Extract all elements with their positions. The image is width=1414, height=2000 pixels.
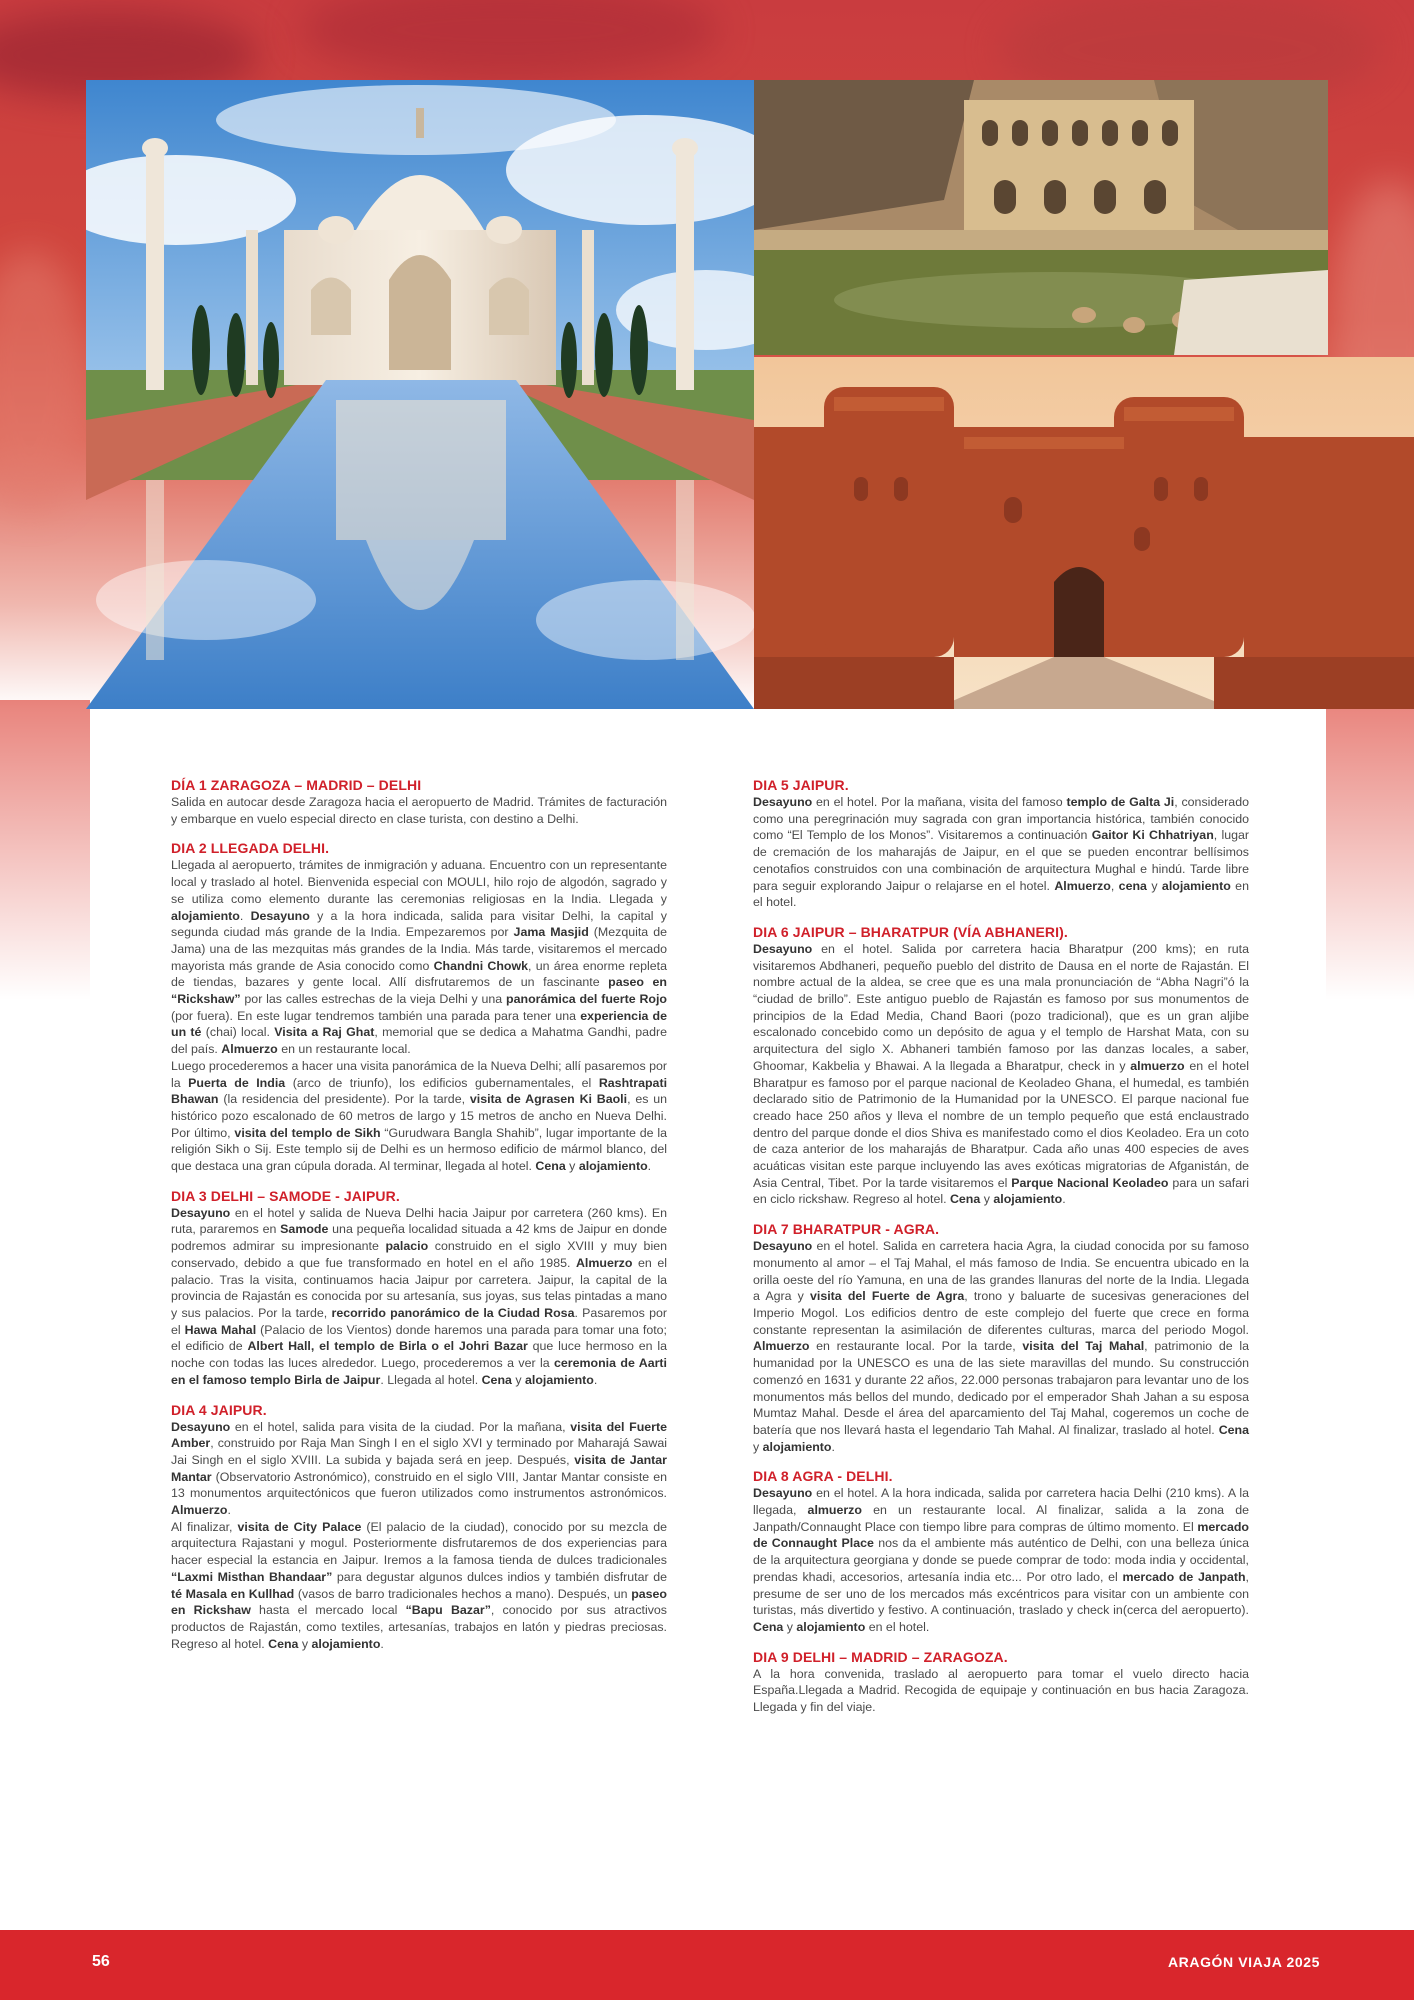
highlight-text: Cena (1218, 1422, 1249, 1437)
day-4 (171, 1402, 667, 1653)
day-title: DIA 7 BHARATPUR - AGRA. (753, 1221, 940, 1238)
highlight-text: Almuerzo (575, 1255, 633, 1270)
highlight-text: Desayuno (171, 1205, 231, 1220)
highlight-text: alojamiento (993, 1192, 1063, 1207)
highlight-text: Visita a Raj Ghat (274, 1025, 375, 1040)
highlight-text: panorámica del fuerte Rojo (506, 992, 667, 1007)
day-5 (753, 777, 1249, 911)
highlight-text: alojamiento (796, 1619, 866, 1634)
day-description: Desayuno en el hotel. Salida por carretera hacia Bharatpur (200 kms); en ruta visitaremos Abdhaneri, pequeño pueblo del distrito de Dausa en el norte de Rajastán. El nombre actual de la aldea, se cree que es una mala pronunciación de “Abha Nagri”ó la “ciudad de brillo”. Este antiguo pueblo de Rajastán es famoso por sus monumentos de principios de la Edad Media, Chand Baori (pozo tradicional), que es un gran aljibe escalonado concebido como un depósito de agua y el templo de Harshat Mata, con su arquitectura del siglo X. Abhaneri también famoso por las danzas locales, a saber, Ghoomar, Kakbelia y Bhawai. A la llegada a Bharatpur, check in y almuerzo en el hotel Bharatpur es famoso por el parque nacional de Keoladeo Ghana, el humedal, es también declarado sitio de Patrimonio de la Humanidad por la UNESCO. El parque nacional fue creado hace 250 años y lleva el nombre de un templo pequeño que está enclaustrado dentro del parque donde el dios Shiva es manifestado como el dios Keoladeo. Era un coto de caza anterior de los maharajás de Bharatpur. Cada año unas 400 especies de aves acuáticas visitan este parque incluyendo las aves exóticas migratorias de Afganistán, de Asia Central, Tibet. Por la tarde visitaremos el Parque Nacional Keoladeo para un safari en ciclo rickshaw. Regreso al hotel. Cena y alojamiento. (753, 941, 1249, 1207)
day-title: DIA 8 AGRA - DELHI. (753, 1468, 893, 1485)
highlight-text: palacio (385, 1239, 429, 1254)
highlight-text: Almuerzo (221, 1042, 278, 1057)
highlight-text: Desayuno (753, 795, 813, 809)
highlight-text: Jama Masjid (513, 925, 589, 940)
highlight-text: Almuerzo (1054, 878, 1111, 893)
highlight-text: paseo en “Rickshaw” (171, 975, 668, 1007)
highlight-text: Almuerzo (171, 1503, 228, 1518)
day-title: DIA 3 DELHI – SAMODE - JAIPUR. (171, 1187, 400, 1204)
day-title: DIA 5 JAIPUR. (753, 777, 849, 793)
highlight-text: cena (1118, 878, 1147, 893)
highlight-text: visita del Taj Mahal (1022, 1339, 1145, 1354)
day-3 (171, 1188, 667, 1389)
highlight-text: mercado de Janpath (1122, 1569, 1246, 1584)
day-description: Llegada al aeropuerto, trámites de inmigración y aduana. Encuentro con un representante local y traslado al hotel. Bienvenida especial con MOULI, hilo rojo de algodón, sagrado y se utiliza como elemento durante las ceremonias religiosas en la India. Llegada y alojamiento. Desayuno y a la hora indicada, salida para visitar Delhi, la capital y segunda ciudad más grande de la India. Empezaremos por Jama Masjid (Mezquita de Jama) una de las mezquitas más grandes de la India. Más tarde, visitaremos el mercado mayorista más grande de Asia conocido como Chandni Chowk, un área enorme repleta de tiendas, bazares y gente local. Allí disfrutaremos de un fascinante paseo en “Rickshaw” por las calles estrechas de la vieja Delhi y una panorámica del fuerte Rojo (por fuera). En este lugar tendremos también una parada para tener una experiencia de un té (chai) local. Visita a Raj Ghat, memorial que se dedica a Mahatma Gandhi, padre del país. Almuerzo en un restaurante local. Luego procederemos a hacer una visita panorámica de la Nueva Delhi; allí pasaremos por la Puerta de India (arco de triunfo), los edificios gubernamentales, el Rashtrapati Bhawan (la residencia del presidente). Por la tarde, visita de Agrasen Ki Baoli, es un histórico pozo escalonado de 60 metros de largo y 15 metros de ancho en Nueva Delhi. Por último, visita del templo de Sikh “Gurudwara Bangla Shahib”, lugar importante de la religión Sikh o Sij. Este templo sij de Delhi es un hermoso edificio de mármol blanco, del que destaca una gran cúpula dorada. Al terminar, llegada al hotel. Cena y alojamiento. (171, 858, 668, 1174)
highlight-text: Gaitor Ki Chhatriyan (1091, 828, 1214, 843)
publication-brand: ARAGÓN VIAJA 2025 (1167, 1954, 1320, 1970)
highlight-text: visita del Fuerte de Agra (810, 1289, 965, 1304)
highlight-text: experiencia de un té (171, 1008, 668, 1040)
highlight-text: alojamiento (171, 908, 240, 923)
itinerary-right-column (753, 777, 1249, 1729)
highlight-text: recorrido panorámico de la Ciudad Rosa (331, 1305, 575, 1320)
highlight-text: Cena (949, 1192, 981, 1207)
day-title: DIA 9 DELHI – MADRID – ZARAGOZA. (753, 1648, 1008, 1665)
highlight-text: Desayuno (171, 1419, 231, 1434)
highlight-text: Desayuno (250, 908, 310, 923)
day-7 (753, 1221, 1249, 1455)
day-title: DIA 4 JAIPUR. (171, 1401, 267, 1418)
footer-bar (0, 1930, 1414, 2000)
day-description: Desayuno en el hotel, salida para visita de la ciudad. Por la mañana, visita del Fuerte Amber, construido por Raja Man Singh I en el siglo XVI y terminado por Maharajá Sawai Jai Singh en el siglo XVIII. La subida y bajada será en jeep. Después, visita de Jantar Mantar (Observatorio Astronómico), construido en el siglo VIII, Jantar Mantar consiste en 13 monumentos arquitectónicos que fueron utilizados como instrumentos astronómicos. Almuerzo. Al finalizar, visita de City Palace (El palacio de la ciudad), conocido por su mezcla de arquitectura Rajastani y mogul. Posteriormente disfrutaremos de dos experiencias para hacer especial la estancia en Jaipur. Iremos a la famosa tienda de dulces tradicionales “Laxmi Misthan Bhandaar” para degustar algunos dulces indios y también disfrutar de té Masala en Kullhad (vasos de barro tradicionales hechos a mano). Después, un paseo en Rickshaw hasta el mercado local “Bapu Bazar”, conocido por sus atractivos productos de Rajastán, como textiles, artesanías, trabajos en latón y piedras preciosas. Regreso al hotel. Cena y alojamiento. (171, 1419, 668, 1651)
page-number: 56 (92, 1953, 110, 1970)
highlight-text: Albert Hall, el templo de Birla o el Johri Bazar (247, 1339, 528, 1354)
highlight-text: alojamiento (762, 1439, 832, 1454)
day-title: DÍA 1 ZARAGOZA – MADRID – DELHI (171, 777, 422, 793)
highlight-text: Almuerzo (753, 1339, 810, 1354)
day-1 (171, 777, 667, 827)
day-description: Desayuno en el hotel. A la hora indicada, salida por carretera hacia Delhi (210 kms). A la llegada, almuerzo en un restaurante local. Al finalizar, salida a la zona de Janpath/Connaught Place con tiempo libre para compras de último momento. El mercado de Connaught Place nos da el ambiente más auténtico de Delhi, con una belleza única de la arquitectura georgiana y donde se puede comprar de todo: moda india y occidental, prendas khadi, accesorios, artesanía india etc... Por otro lado, el mercado de Janpath, presume de ser uno de los mercados más excéntricos para visitar con un ambiente con turistas, más divertido y festivo. A continuación, traslado y check in(cerca del aeropuerto). Cena y alojamiento en el hotel. (753, 1486, 1249, 1634)
highlight-text: alojamiento (311, 1636, 381, 1651)
left-side-fade (0, 700, 90, 1000)
day-description: A la hora convenida, traslado al aeropuerto para tomar el vuelo directo hacia España.Llegada a Madrid. Recogida de equipaje y continuación en bus hacia Zaragoza. Llegada y fin del viaje. (753, 1666, 1249, 1715)
day-8 (753, 1468, 1249, 1635)
highlight-text: alojamiento (525, 1372, 594, 1387)
highlight-text: Desayuno (753, 941, 813, 956)
galta-ji-photo (754, 80, 1328, 355)
highlight-text: Parque Nacional Keoladeo (1011, 1175, 1169, 1190)
highlight-text: Hawa Mahal (184, 1322, 257, 1337)
highlight-text: mercado de Connaught Place (753, 1519, 1249, 1551)
highlight-text: té Masala en Kullhad (171, 1586, 295, 1601)
highlight-text: templo de Galta Ji (1066, 795, 1175, 809)
highlight-text: Chandni Chowk (433, 958, 529, 973)
highlight-text: ceremonia de Aarti en el famoso templo Birla de Jaipur (171, 1356, 667, 1387)
day-2 (171, 840, 667, 1174)
highlight-text: Cena (481, 1372, 512, 1387)
highlight-text: visita del Fuerte Amber (171, 1419, 668, 1451)
agra-fort-photo (754, 357, 1414, 709)
highlight-text: alojamiento (1161, 878, 1231, 893)
day-9 (753, 1649, 1249, 1716)
day-description: Desayuno en el hotel y salida de Nueva Delhi hacia Jaipur por carretera (260 kms). En ruta, pararemos en Samode una pequeña localidad situada a 42 kms de Jaipur en donde podremos admirar su impresionante palacio construido en el siglo XVIII y muy bien conservado, debido a que fue transformado en hotel en el año 1985. Almuerzo en el palacio. Tras la visita, continuamos hacia Jaipur por carretera. Jaipur, la capital de la provincia de Rajastán es conocida por su artesanía, sus joyas, sus telas pintadas a mano y sus palacios. Por la tarde, recorrido panorámico de la Ciudad Rosa. Pasaremos por el Hawa Mahal (Palacio de los Vientos) donde haremos una parada para tomar una foto; el edificio de Albert Hall, el templo de Birla o el Johri Bazar que luce hermoso en la noche con todas las luces alrededor. Luego, procederemos a ver la ceremonia de Aarti en el famoso templo Birla de Jaipur. Llegada al hotel. Cena y alojamiento. (171, 1205, 667, 1387)
highlight-text: visita de City Palace (237, 1519, 362, 1534)
highlight-text: Desayuno (753, 1239, 813, 1254)
day-description: Desayuno en el hotel. Por la mañana, visita del famoso templo de Galta Ji, considerado como una peregrinación muy sagrada con gran importancia histórica, también conocido como “El Templo de los Monos”. Visitaremos a continuación Gaitor Ki Chhatriyan, lugar de cremación de los maharajás de Jaipur, en el que se pueden encontrar bellísimos cenotafios construidos con una combinación de arquitectura Mughal e hindú. Tarde libre para seguir explorando Jaipur o relajarse en el hotel. Almuerzo, cena y alojamiento en el hotel. (753, 795, 1250, 910)
highlight-text: Cena (268, 1636, 299, 1651)
highlight-text: almuerzo (1130, 1058, 1185, 1073)
highlight-text: visita del templo de Sikh (234, 1125, 381, 1140)
day-description: Salida en autocar desde Zaragoza hacia el aeropuerto de Madrid. Trámites de facturación y embarque en vuelo especial directo en clase turista, con destino a Delhi. (171, 795, 667, 826)
day-description: Desayuno en el hotel. Salida en carretera hacia Agra, la ciudad conocida por su famoso monumento al amor – el Taj Mahal, el más famoso de India. Se encuentra ubicado en la orilla oeste del río Yamuna, en una de las grandes llanuras del norte de la India. Llegada a Agra y visita del Fuerte de Agra, trono y baluarte de sucesivas generaciones del Imperio Mogol. Los edificios dentro de este complejo del fuerte que crece en forma constante representan la asimilación de diferentes culturas, marca del periodo Mogol. Almuerzo en restaurante local. Por la tarde, visita del Taj Mahal, patrimonio de la humanidad por la UNESCO es una de las siete maravillas del mundo. Su construcción comenzó en 1631 y durante 22 años, 22.000 personas trabajaron para levantar uno de los monumentos más bellos del mundo, dedicado por el emperador Shah Jahan a su esposa Mumtaz Mahal. Desde el área del aparcamiento del Taj Mahal, cogeremos un coche de batería que nos llevará hasta el legendario Tah Mahal. Al finalizar, traslado al hotel. Cena y alojamiento. (753, 1239, 1249, 1454)
highlight-text: visita de Jantar Mantar (171, 1452, 667, 1484)
highlight-text: Samode (280, 1222, 329, 1237)
taj-mahal-photo (86, 80, 754, 709)
highlight-text: “Bapu Bazar” (405, 1603, 491, 1618)
day-6 (753, 924, 1249, 1208)
highlight-text: visita de Agrasen Ki Baoli (469, 1092, 628, 1107)
highlight-text: paseo en Rickshaw (171, 1586, 667, 1618)
highlight-text: Rashtrapati Bhawan (171, 1075, 668, 1107)
itinerary-left-column (171, 777, 667, 1665)
highlight-text: Desayuno (753, 1486, 813, 1501)
highlight-text: Cena (535, 1159, 566, 1174)
highlight-text: alojamiento (578, 1159, 648, 1174)
highlight-text: Puerta de India (188, 1075, 286, 1090)
highlight-text: Cena (753, 1619, 784, 1634)
right-side-fade (1326, 700, 1414, 1000)
highlight-text: almuerzo (807, 1503, 862, 1518)
highlight-text: “Laxmi Misthan Bhandaar” (171, 1569, 333, 1584)
day-title: DIA 6 JAIPUR – BHARATPUR (VÍA ABHANERI). (753, 923, 1068, 940)
day-title: DIA 2 LLEGADA DELHI. (171, 840, 330, 857)
